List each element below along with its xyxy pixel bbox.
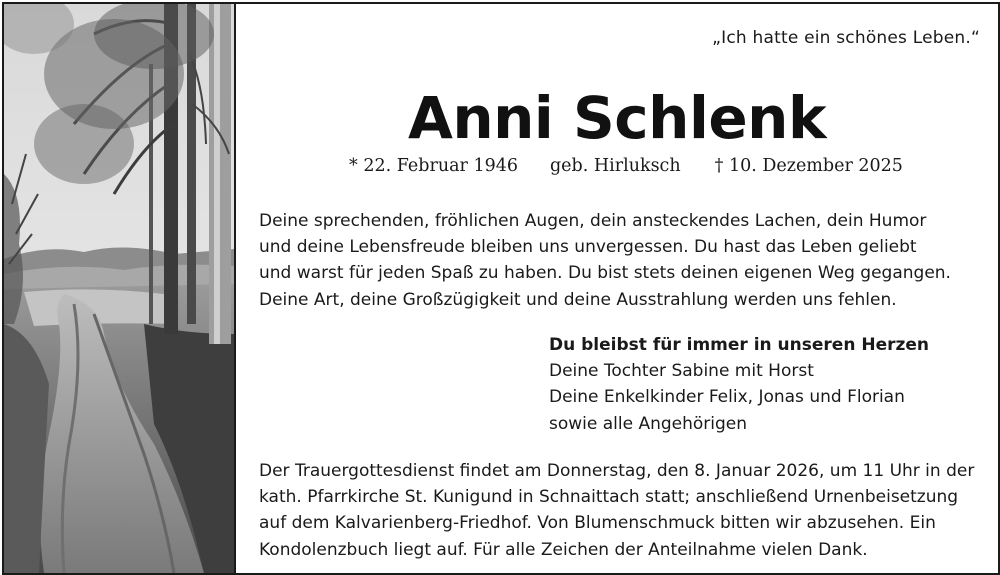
service-line: Der Trauergottesdienst findet am Donnerstag, den 8. Januar 2026, um 11 Uhr in der: [259, 461, 975, 481]
tribute-text: [259, 208, 999, 313]
death-date: † 10. Dezember 2025: [714, 156, 903, 176]
mourners-block: [549, 332, 929, 437]
tribute-line: und warst für jeden Spaß zu haben. Du bist stets deinen eigenen Weg gegangen.: [259, 263, 951, 284]
service-info: [259, 458, 999, 563]
obituary-notice: [2, 2, 1000, 575]
birth-date: * 22. Februar 1946: [349, 156, 518, 176]
service-line: kath. Pfarrkirche St. Kunigund in Schnaittach statt; anschließend Urnenbeisetzung: [259, 487, 959, 508]
service-line: Kondolenzbuch liegt auf. Für alle Zeichen der Anteilnahme vielen Dank.: [259, 539, 868, 560]
maiden-name: geb. Hirluksch: [549, 156, 681, 176]
quote: „Ich hatte ein schönes Leben.“: [712, 28, 980, 48]
service-line: auf dem Kalvarienberg-Friedhof. Von Blumenschmuck bitten wir abzusehen. Ein: [259, 513, 936, 534]
mourner-line: Deine Tochter Sabine mit Horst: [549, 361, 814, 382]
tribute-line: Deine Art, deine Großzügigkeit und deine Ausstrahlung werden uns fehlen.: [259, 289, 897, 310]
mourner-line: Deine Enkelkinder Felix, Jonas und Florian: [549, 387, 905, 408]
life-dates: [349, 156, 903, 176]
forest-path-image: [4, 4, 234, 573]
tribute-line: und deine Lebensfreude bleiben uns unvergessen. Du hast das Leben geliebt: [259, 237, 917, 258]
closing-line: Du bleibst für immer in unseren Herzen: [549, 335, 930, 355]
tribute-line: Deine sprechenden, fröhlichen Augen, dein ansteckendes Lachen, dein Humor: [259, 211, 927, 231]
deceased-name: Anni Schlenk: [407, 84, 827, 152]
mourner-line: sowie alle Angehörigen: [549, 413, 748, 434]
landscape-photo: [4, 4, 236, 573]
